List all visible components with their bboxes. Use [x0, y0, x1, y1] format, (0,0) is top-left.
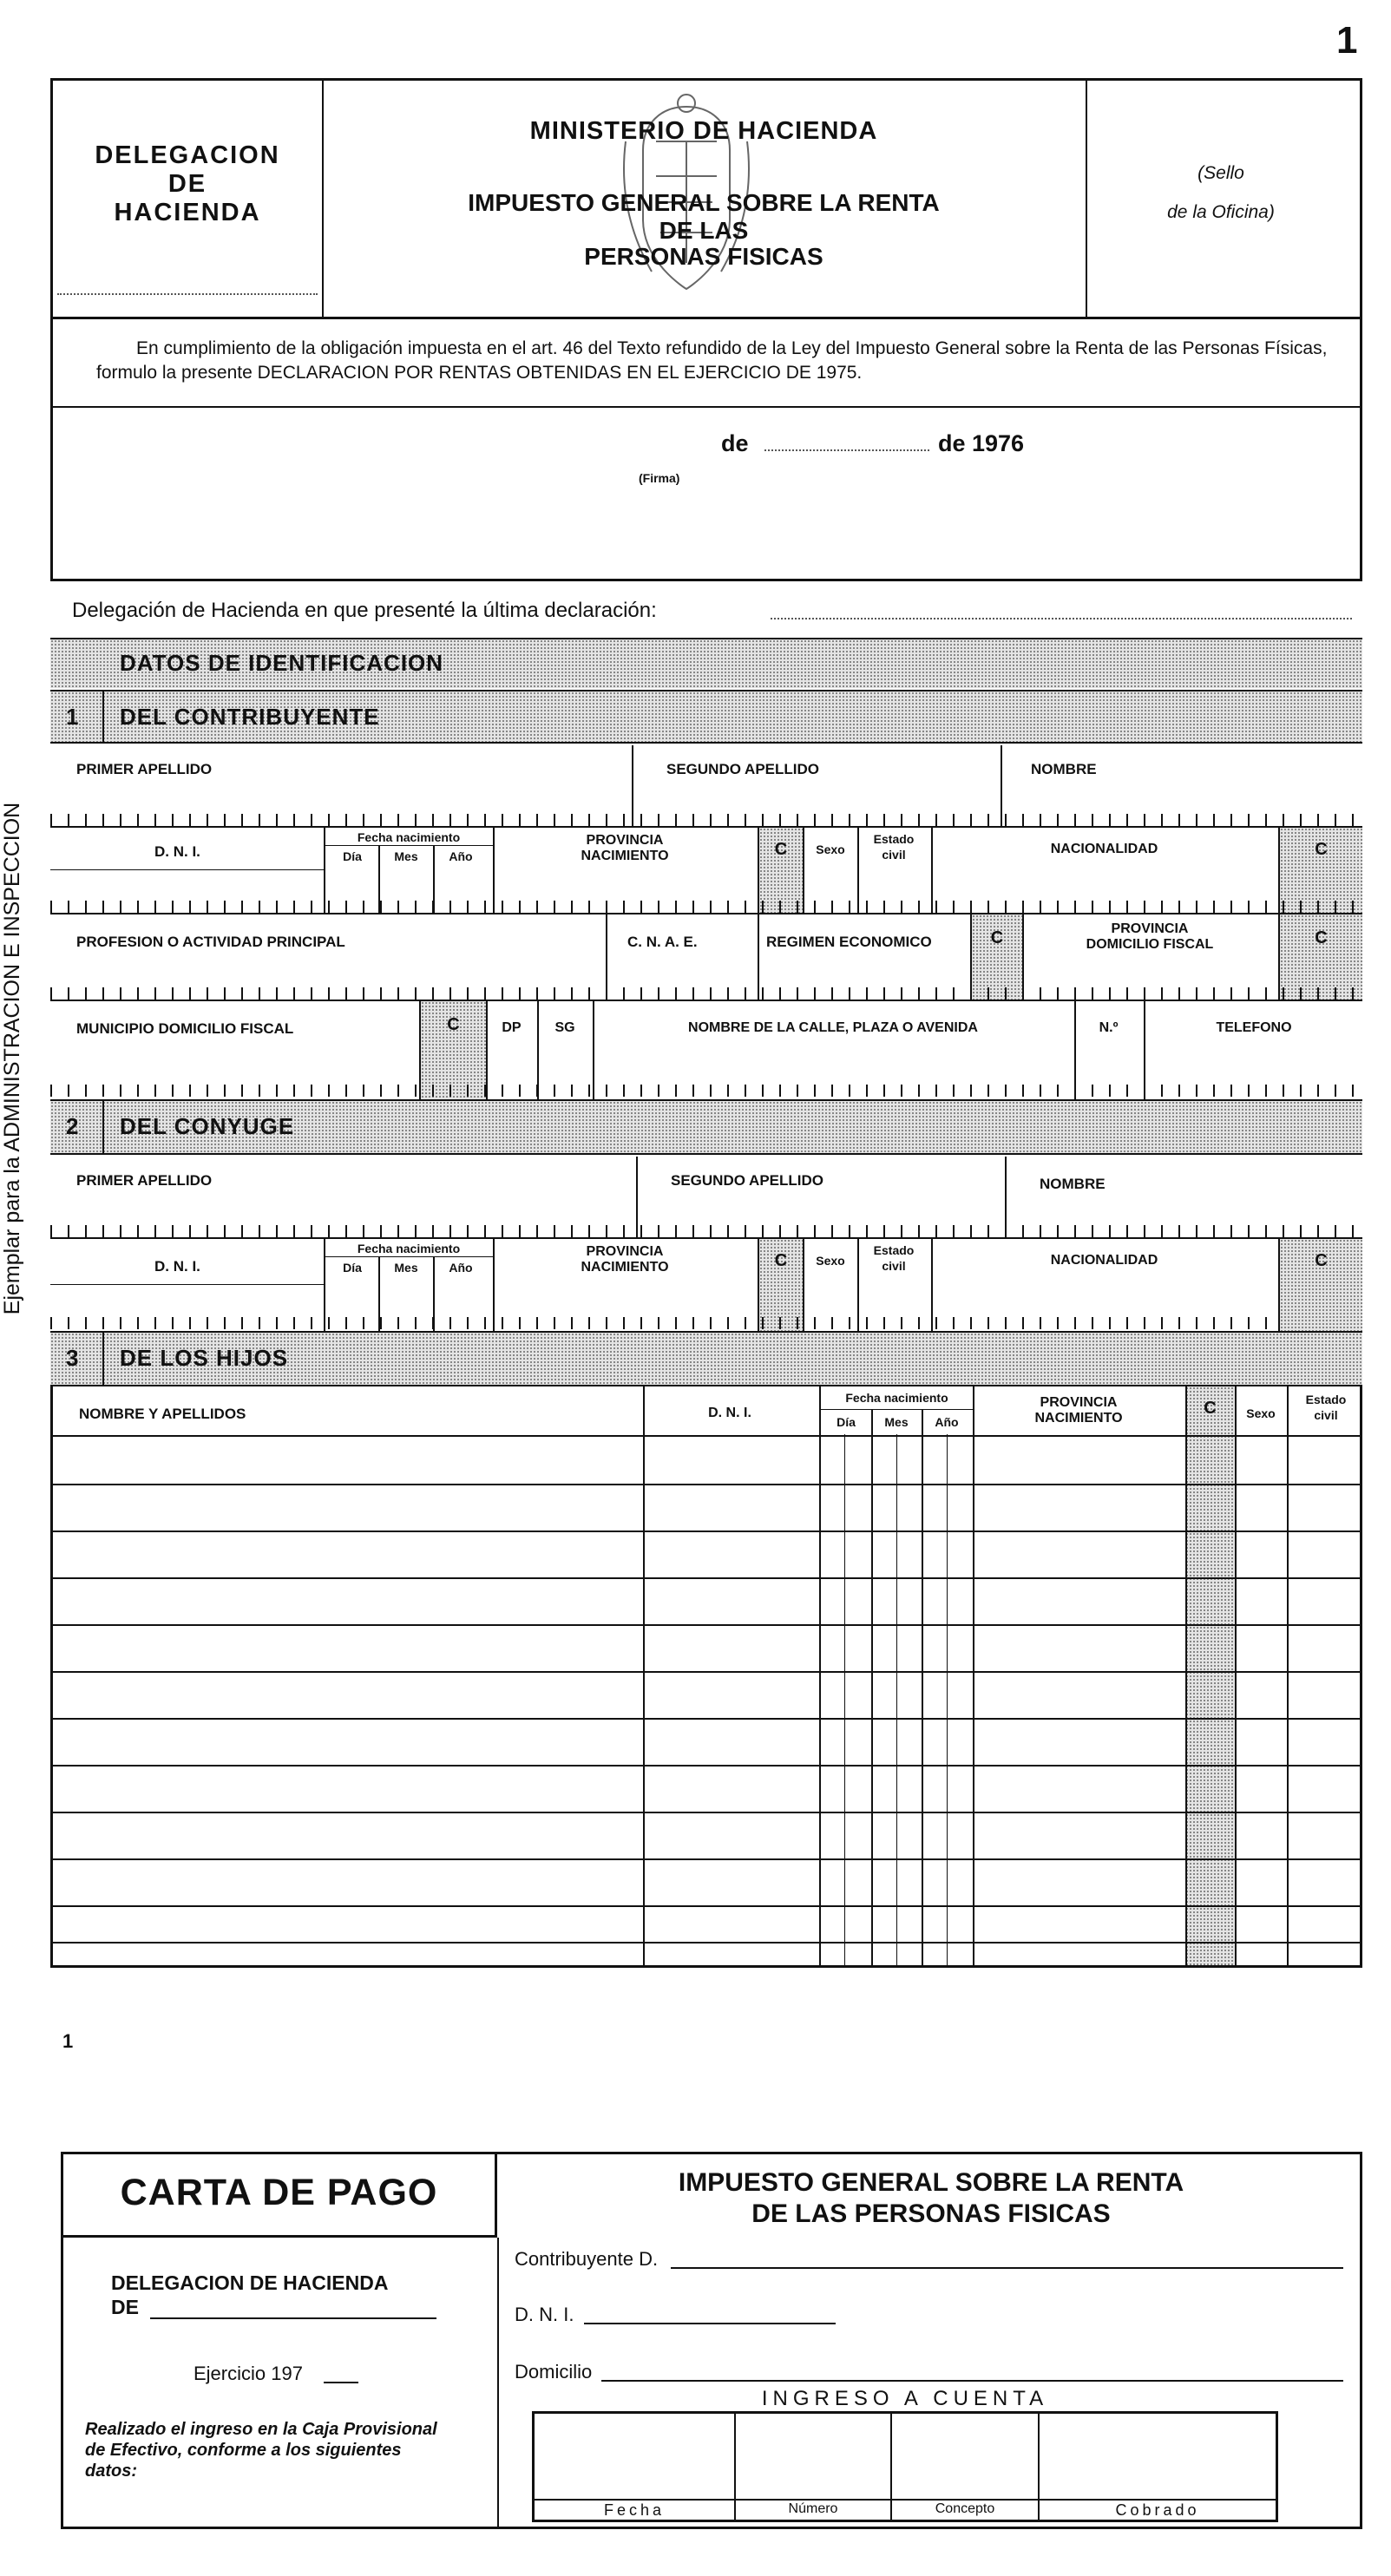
dni-label: D. N. I.: [154, 843, 200, 860]
ingreso-col-concepto: Concepto: [935, 2501, 995, 2516]
last-declaration-label: Delegación de Hacienda en que presenté la última declaración:: [72, 599, 657, 622]
sg-label: SG: [554, 1020, 575, 1035]
ingreso-col-fecha: Fecha: [603, 2501, 666, 2519]
c-label-4: C: [1315, 928, 1328, 947]
contribuyente-row-domicilio: [50, 1001, 1362, 1101]
carta-delegacion-2: DE: [111, 2296, 139, 2318]
hijos-table: [50, 1386, 1362, 1968]
mes-label: Mes: [394, 849, 418, 863]
section-1-title: DEL CONTRIBUYENTE: [120, 704, 380, 730]
calle-label: NOMBRE DE LA CALLE, PLAZA O AVENIDA: [688, 1020, 978, 1035]
ano-label: Año: [449, 849, 473, 863]
dia-label: Día: [343, 849, 362, 863]
provincia-nacimiento-label: PROVINCIA NACIMIENTO: [581, 833, 669, 863]
provincia-domicilio-label: PROVINCIA DOMICILIO FISCAL: [1086, 921, 1214, 952]
telefono-label: TELEFONO: [1216, 1020, 1292, 1035]
hijos-nombre-label: NOMBRE Y APELLIDOS: [79, 1406, 246, 1422]
segundo-apellido-label: SEGUNDO APELLIDO: [666, 761, 819, 777]
hijos-estado-civil-label: Estado civil: [1305, 1393, 1347, 1422]
bottom-page-number: 1: [62, 2030, 74, 2052]
page-number: 1: [1336, 19, 1358, 62]
sexo-label: Sexo: [816, 842, 845, 856]
delegacion-label: DELEGACION DE HACIENDA: [95, 141, 280, 226]
date-year: de 1976: [938, 430, 1025, 456]
conyuge-primer-apellido-label: PRIMER APELLIDO: [76, 1172, 213, 1189]
conyuge-mes-label: Mes: [394, 1261, 418, 1275]
hijos-dni-label: D. N. I.: [708, 1406, 751, 1420]
section-2-number: 2: [66, 1113, 80, 1139]
conyuge-dni-label: D. N. I.: [154, 1258, 200, 1275]
dp-label: DP: [502, 1020, 522, 1035]
ingreso-col-cobrado: Cobrado: [1115, 2501, 1200, 2519]
firma-label: (Firma): [639, 471, 680, 485]
conyuge-estado-civil-label: Estado civil: [873, 1243, 915, 1273]
conyuge-c-label-1: C: [774, 1251, 788, 1270]
identification-title: DATOS DE IDENTIFICACION: [120, 650, 444, 676]
identification-header: [50, 638, 1362, 688]
fecha-nacimiento-label: Fecha nacimiento: [357, 830, 461, 844]
estado-civil-label: Estado civil: [873, 832, 915, 862]
carta-contribuyente: Contribuyente D.: [515, 2248, 659, 2270]
section-3-number: 3: [66, 1345, 80, 1371]
impuesto-title-3: PERSONAS FISICAS: [584, 243, 823, 270]
section-2-header: [50, 1101, 1362, 1155]
c-label-2: C: [1315, 840, 1328, 859]
ministerio-title: MINISTERIO DE HACIENDA: [529, 117, 878, 145]
carta-dni: D. N. I.: [515, 2304, 574, 2325]
cnae-label: C. N. A. E.: [627, 934, 698, 950]
hijos-c-label: C: [1204, 1399, 1217, 1418]
numero-label: N.º: [1099, 1020, 1119, 1035]
c-label-5: C: [447, 1015, 460, 1034]
sello-label-1: (Sello: [1197, 163, 1244, 183]
conyuge-nacionalidad-label: NACIONALIDAD: [1050, 1253, 1158, 1268]
carta-ejercicio: Ejercicio 197: [194, 2363, 303, 2384]
declaration-text: En cumplimiento de la obligación impuesta en el art. 46 del Texto refundido de la Ley del Impuesto General sobre la Renta de las Personas Físicas, formulo la presente DECLARACION POR RENTAS OBTENIDAS EN EL EJERCICIO DE 1975.: [96, 338, 1328, 383]
carta-delegacion-1: DELEGACION DE HACIENDA: [111, 2271, 389, 2294]
carta-realizado: Realizado el ingreso en la Caja Provisional de Efectivo, conforme a los siguientes datos:: [85, 2420, 437, 2481]
hijos-sexo-label: Sexo: [1246, 1406, 1276, 1420]
contribuyente-row-profesion: [50, 914, 1362, 1001]
header-box: [50, 78, 1362, 319]
section-2-title: DEL CONYUGE: [120, 1113, 295, 1139]
carta-ingreso-label: INGRESO A CUENTA: [761, 2387, 1049, 2410]
section-1-number: 1: [66, 704, 80, 730]
carta-de-pago: [61, 2152, 1362, 2529]
contribuyente-row-dni: [50, 828, 1362, 914]
conyuge-row-dni: [50, 1239, 1362, 1333]
contribuyente-row-names: [50, 745, 1362, 828]
conyuge-sexo-label: Sexo: [816, 1254, 845, 1268]
date-de: de: [721, 430, 749, 456]
conyuge-provincia-nacimiento-label: PROVINCIA NACIMIENTO: [581, 1244, 669, 1275]
conyuge-ano-label: Año: [449, 1261, 473, 1275]
conyuge-dia-label: Día: [343, 1261, 362, 1275]
c-label-1: C: [774, 840, 788, 859]
carta-impuesto-2: DE LAS PERSONAS FISICAS: [751, 2199, 1111, 2228]
conyuge-nombre-label: NOMBRE: [1040, 1176, 1106, 1192]
hijos-fecha-label: Fecha nacimiento: [845, 1391, 948, 1405]
primer-apellido-label: PRIMER APELLIDO: [76, 761, 213, 777]
carta-domicilio: Domicilio: [515, 2361, 593, 2383]
carta-title-box: [63, 2154, 497, 2238]
nombre-label: NOMBRE: [1031, 761, 1097, 777]
hijos-mes-label: Mes: [884, 1415, 909, 1429]
impuesto-title-2: DE LAS: [659, 217, 749, 244]
main-form: [50, 78, 1362, 2030]
carta-impuesto-1: IMPUESTO GENERAL SOBRE LA RENTA: [678, 2168, 1184, 2197]
declaration-box: [50, 317, 1362, 581]
regimen-label: REGIMEN ECONOMICO: [766, 934, 932, 950]
conyuge-segundo-apellido-label: SEGUNDO APELLIDO: [671, 1172, 823, 1189]
carta-title: CARTA DE PAGO: [120, 2172, 438, 2213]
hijos-dia-label: Día: [837, 1415, 856, 1429]
side-text: Ejemplar para la ADMINISTRACION E INSPECCION: [0, 802, 24, 1315]
sello-label-2: de la Oficina): [1167, 202, 1275, 222]
ingreso-col-numero: Número: [788, 2501, 838, 2516]
section-3-title: DE LOS HIJOS: [120, 1345, 289, 1371]
municipio-label: MUNICIPIO DOMICILIO FISCAL: [76, 1020, 294, 1037]
ingreso-table: [532, 2411, 1278, 2522]
conyuge-fecha-nacimiento-label: Fecha nacimiento: [357, 1242, 461, 1255]
nacionalidad-label: NACIONALIDAD: [1050, 842, 1158, 856]
section-3-header: [50, 1333, 1362, 1386]
hijos-ano-label: Año: [935, 1415, 959, 1429]
profesion-label: PROFESION O ACTIVIDAD PRINCIPAL: [76, 934, 345, 950]
section-1-header: [50, 690, 1362, 744]
c-label-3: C: [990, 928, 1004, 947]
impuesto-title-1: IMPUESTO GENERAL SOBRE LA RENTA: [468, 189, 940, 216]
hijos-provincia-label: PROVINCIA NACIMIENTO: [1034, 1395, 1123, 1426]
conyuge-c-label-2: C: [1315, 1251, 1328, 1270]
conyuge-row-names: [50, 1157, 1362, 1239]
